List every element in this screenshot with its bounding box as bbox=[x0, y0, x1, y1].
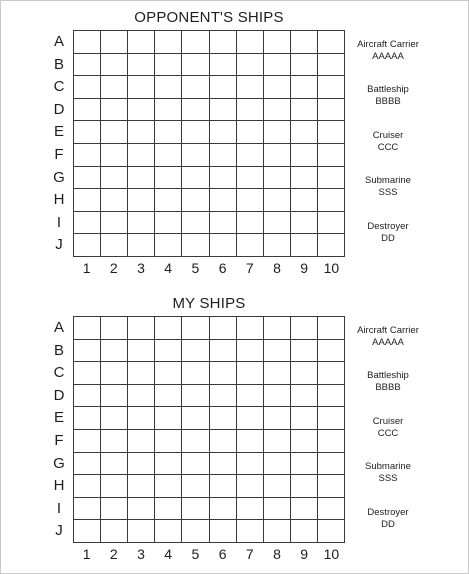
grid-cell-i7[interactable] bbox=[237, 212, 264, 235]
grid-cell-f2[interactable] bbox=[101, 430, 128, 453]
ship-name: Cruiser bbox=[372, 415, 404, 427]
ship-name: Destroyer bbox=[367, 220, 409, 232]
grid-cell-e6[interactable] bbox=[210, 121, 237, 144]
grid-cell-b3[interactable] bbox=[128, 54, 155, 77]
grid-cell-a4[interactable] bbox=[155, 317, 182, 340]
fleet-legend bbox=[348, 39, 428, 266]
grid-cell-f1[interactable] bbox=[74, 144, 101, 167]
row-label: G bbox=[53, 454, 65, 472]
grid-cell-b1[interactable] bbox=[74, 54, 101, 77]
grid-cell-f10[interactable] bbox=[318, 144, 345, 167]
grid-cell-b9[interactable] bbox=[291, 340, 318, 363]
grid-cell-g7[interactable] bbox=[237, 453, 264, 476]
column-label: 10 bbox=[323, 546, 340, 562]
grid-cell-e8[interactable] bbox=[264, 407, 291, 430]
grid-cell-h4[interactable] bbox=[155, 189, 182, 212]
grid-cell-h4[interactable] bbox=[155, 475, 182, 498]
column-label: 3 bbox=[137, 260, 145, 276]
grid-cell-e7[interactable] bbox=[237, 407, 264, 430]
grid-cell-f3[interactable] bbox=[128, 144, 155, 167]
column-label: 2 bbox=[109, 260, 118, 276]
column-label: 9 bbox=[300, 260, 309, 276]
grid-cell-i4[interactable] bbox=[155, 498, 182, 521]
opponent-grid bbox=[73, 30, 345, 257]
ship-code: CCC bbox=[377, 427, 399, 439]
grid-cell-c10[interactable] bbox=[318, 362, 345, 385]
ship-code: AAAAA bbox=[372, 51, 404, 62]
grid-cell-j8[interactable] bbox=[264, 234, 291, 257]
grid-cell-a9[interactable] bbox=[291, 31, 318, 54]
grid-cell-c8[interactable] bbox=[264, 76, 291, 99]
grid-cell-e6[interactable] bbox=[210, 407, 237, 430]
grid-cell-b10[interactable] bbox=[318, 340, 345, 363]
grid-cell-b6[interactable] bbox=[210, 340, 237, 363]
grid-cell-f6[interactable] bbox=[210, 144, 237, 167]
grid-cell-i5[interactable] bbox=[182, 212, 209, 235]
grid-cell-j2[interactable] bbox=[101, 234, 128, 257]
grid-cell-h3[interactable] bbox=[128, 475, 155, 498]
grid-cell-d4[interactable] bbox=[155, 99, 182, 122]
grid-cell-h2[interactable] bbox=[101, 189, 128, 212]
grid-cell-c4[interactable] bbox=[155, 362, 182, 385]
grid-cell-b8[interactable] bbox=[264, 54, 291, 77]
grid-cell-d1[interactable] bbox=[74, 385, 101, 408]
ship-code: DD bbox=[381, 232, 395, 244]
grid-cell-e5[interactable] bbox=[182, 407, 209, 430]
column-label: 4 bbox=[164, 260, 173, 276]
grid-cell-g2[interactable] bbox=[101, 167, 128, 190]
ship-name: Destroyer bbox=[367, 506, 409, 518]
grid-cell-c10[interactable] bbox=[318, 76, 345, 99]
grid-cell-e1[interactable] bbox=[74, 121, 101, 144]
grid-cell-e3[interactable] bbox=[128, 407, 155, 430]
fleet-item-battleship bbox=[348, 84, 428, 129]
row-label: C bbox=[53, 364, 65, 382]
grid-cell-d8[interactable] bbox=[264, 99, 291, 122]
row-labels bbox=[49, 317, 69, 543]
grid-cell-i8[interactable] bbox=[264, 498, 291, 521]
grid-cell-h9[interactable] bbox=[291, 475, 318, 498]
grid-cell-h10[interactable] bbox=[318, 189, 345, 212]
grid-cell-f8[interactable] bbox=[264, 144, 291, 167]
grid-cell-e2[interactable] bbox=[101, 407, 128, 430]
grid-cell-h1[interactable] bbox=[74, 475, 101, 498]
column-label: 1 bbox=[82, 546, 91, 562]
ship-name: Aircraft Carrier bbox=[357, 39, 419, 50]
row-label: D bbox=[53, 100, 65, 118]
ship-code: CCC bbox=[377, 141, 399, 153]
grid-cell-j4[interactable] bbox=[155, 520, 182, 543]
grid-cell-d3[interactable] bbox=[128, 99, 155, 122]
grid-cell-a7[interactable] bbox=[237, 31, 264, 54]
grid-cell-i6[interactable] bbox=[210, 498, 237, 521]
grid-cell-i3[interactable] bbox=[128, 212, 155, 235]
grid-cell-f3[interactable] bbox=[128, 430, 155, 453]
row-label: H bbox=[53, 477, 65, 495]
ship-code: BBBB bbox=[375, 96, 401, 108]
ship-code: SSS bbox=[378, 187, 398, 199]
row-label: B bbox=[53, 341, 64, 359]
grid-cell-h10[interactable] bbox=[318, 475, 345, 498]
grid-cell-g5[interactable] bbox=[182, 453, 209, 476]
grid-cell-a7[interactable] bbox=[237, 317, 264, 340]
grid-cell-f5[interactable] bbox=[182, 430, 209, 453]
grid-cell-g7[interactable] bbox=[237, 167, 264, 190]
row-label: H bbox=[53, 191, 65, 209]
ship-code: DD bbox=[381, 518, 395, 530]
grid-cell-d4[interactable] bbox=[155, 385, 182, 408]
row-label: G bbox=[53, 168, 65, 186]
grid-cell-i10[interactable] bbox=[318, 498, 345, 521]
board-title: MY SHIPS bbox=[172, 295, 246, 312]
grid-cell-d2[interactable] bbox=[101, 385, 128, 408]
grid-cell-a5[interactable] bbox=[182, 317, 209, 340]
grid-cell-b2[interactable] bbox=[101, 54, 128, 77]
grid-cell-j6[interactable] bbox=[210, 234, 237, 257]
grid-cell-c7[interactable] bbox=[237, 362, 264, 385]
grid-cell-a3[interactable] bbox=[128, 31, 155, 54]
grid-cell-c6[interactable] bbox=[210, 362, 237, 385]
grid-cell-g5[interactable] bbox=[182, 167, 209, 190]
grid-cell-d10[interactable] bbox=[318, 385, 345, 408]
grid-cell-j5[interactable] bbox=[182, 234, 209, 257]
row-label: F bbox=[54, 145, 64, 163]
row-label: D bbox=[53, 386, 65, 404]
grid-cell-f7[interactable] bbox=[237, 430, 264, 453]
grid-cell-e4[interactable] bbox=[155, 121, 182, 144]
grid-cell-j1[interactable] bbox=[74, 520, 101, 543]
grid-cell-g3[interactable] bbox=[128, 453, 155, 476]
fleet-item-cruiser bbox=[348, 416, 428, 461]
grid-cell-d3[interactable] bbox=[128, 385, 155, 408]
grid-cell-g4[interactable] bbox=[155, 167, 182, 190]
grid-cell-g6[interactable] bbox=[210, 453, 237, 476]
column-label: 9 bbox=[300, 546, 309, 562]
ship-name: Submarine bbox=[365, 461, 411, 473]
grid-cell-f2[interactable] bbox=[101, 144, 128, 167]
column-label: 10 bbox=[323, 260, 340, 276]
grid-cell-h1[interactable] bbox=[74, 189, 101, 212]
grid-cell-f1[interactable] bbox=[74, 430, 101, 453]
grid-cell-e1[interactable] bbox=[74, 407, 101, 430]
column-label: 3 bbox=[137, 546, 145, 562]
column-label: 6 bbox=[218, 546, 227, 562]
my-grid bbox=[73, 316, 345, 543]
grid-cell-d6[interactable] bbox=[210, 385, 237, 408]
grid-cell-b3[interactable] bbox=[128, 340, 155, 363]
grid-cell-c1[interactable] bbox=[74, 362, 101, 385]
grid-cell-e3[interactable] bbox=[128, 121, 155, 144]
column-label: 4 bbox=[164, 546, 173, 562]
row-label: I bbox=[56, 499, 62, 517]
grid-cell-e9[interactable] bbox=[291, 121, 318, 144]
grid-cell-a6[interactable] bbox=[210, 317, 237, 340]
grid-cell-d10[interactable] bbox=[318, 99, 345, 122]
grid-cell-c3[interactable] bbox=[128, 362, 155, 385]
row-label: E bbox=[53, 123, 64, 141]
grid-cell-e8[interactable] bbox=[264, 121, 291, 144]
grid-cell-a6[interactable] bbox=[210, 31, 237, 54]
grid-cell-e7[interactable] bbox=[237, 121, 264, 144]
grid-cell-f5[interactable] bbox=[182, 144, 209, 167]
fleet-item-aircraft-carrier bbox=[348, 325, 428, 370]
grid-cell-j7[interactable] bbox=[237, 520, 264, 543]
ship-name: Cruiser bbox=[372, 129, 404, 141]
grid-cell-i2[interactable] bbox=[101, 212, 128, 235]
grid-cell-i3[interactable] bbox=[128, 498, 155, 521]
board-title: OPPONENT'S SHIPS bbox=[134, 9, 284, 26]
grid-cell-g9[interactable] bbox=[291, 453, 318, 476]
grid-cell-i6[interactable] bbox=[210, 212, 237, 235]
fleet-item-submarine bbox=[348, 461, 428, 506]
grid-cell-j3[interactable] bbox=[128, 520, 155, 543]
grid-cell-d6[interactable] bbox=[210, 99, 237, 122]
grid-cell-c1[interactable] bbox=[74, 76, 101, 99]
grid-cell-c5[interactable] bbox=[182, 362, 209, 385]
grid-cell-d2[interactable] bbox=[101, 99, 128, 122]
row-label: A bbox=[53, 33, 64, 50]
grid-cell-i9[interactable] bbox=[291, 498, 318, 521]
ship-code: SSS bbox=[378, 473, 398, 485]
grid-cell-b8[interactable] bbox=[264, 340, 291, 363]
grid-cell-a4[interactable] bbox=[155, 31, 182, 54]
grid-cell-h5[interactable] bbox=[182, 475, 209, 498]
grid-cell-h6[interactable] bbox=[210, 189, 237, 212]
grid-cell-a1[interactable] bbox=[74, 317, 101, 340]
grid-cell-a3[interactable] bbox=[128, 317, 155, 340]
grid-cell-i4[interactable] bbox=[155, 212, 182, 235]
grid-cell-a10[interactable] bbox=[318, 31, 345, 54]
grid-cell-c8[interactable] bbox=[264, 362, 291, 385]
grid-cell-e10[interactable] bbox=[318, 121, 345, 144]
column-label: 7 bbox=[245, 546, 254, 562]
grid-cell-b4[interactable] bbox=[155, 54, 182, 77]
grid-cell-f4[interactable] bbox=[155, 430, 182, 453]
grid-cell-d5[interactable] bbox=[182, 99, 209, 122]
grid-cell-g8[interactable] bbox=[264, 167, 291, 190]
fleet-legend bbox=[348, 325, 428, 552]
grid-cell-j10[interactable] bbox=[318, 520, 345, 543]
grid-cell-b2[interactable] bbox=[101, 340, 128, 363]
grid-cell-j5[interactable] bbox=[182, 520, 209, 543]
grid-cell-b9[interactable] bbox=[291, 54, 318, 77]
grid-cell-c9[interactable] bbox=[291, 76, 318, 99]
grid-cell-a1[interactable] bbox=[74, 31, 101, 54]
ship-name: Submarine bbox=[365, 175, 411, 187]
grid-cell-j1[interactable] bbox=[74, 234, 101, 257]
grid-cell-j9[interactable] bbox=[291, 234, 318, 257]
grid-cell-g1[interactable] bbox=[74, 453, 101, 476]
grid-cell-i10[interactable] bbox=[318, 212, 345, 235]
column-label: 5 bbox=[191, 546, 200, 562]
grid-cell-d8[interactable] bbox=[264, 385, 291, 408]
grid-cell-g10[interactable] bbox=[318, 453, 345, 476]
column-labels bbox=[73, 260, 345, 276]
grid-cell-h7[interactable] bbox=[237, 189, 264, 212]
grid-cell-f9[interactable] bbox=[291, 430, 318, 453]
grid-cell-c7[interactable] bbox=[237, 76, 264, 99]
grid-cell-d7[interactable] bbox=[237, 385, 264, 408]
grid-cell-i2[interactable] bbox=[101, 498, 128, 521]
grid-cell-b5[interactable] bbox=[182, 54, 209, 77]
grid-cell-g2[interactable] bbox=[101, 453, 128, 476]
grid-cell-f8[interactable] bbox=[264, 430, 291, 453]
grid-cell-b7[interactable] bbox=[237, 340, 264, 363]
column-label: 8 bbox=[273, 546, 281, 562]
fleet-item-submarine bbox=[348, 175, 428, 220]
grid-cell-e10[interactable] bbox=[318, 407, 345, 430]
grid-cell-e4[interactable] bbox=[155, 407, 182, 430]
grid-cell-b10[interactable] bbox=[318, 54, 345, 77]
column-label: 5 bbox=[191, 260, 200, 276]
row-label: J bbox=[55, 522, 63, 540]
grid-cell-g8[interactable] bbox=[264, 453, 291, 476]
grid-cell-j6[interactable] bbox=[210, 520, 237, 543]
grid-cell-i9[interactable] bbox=[291, 212, 318, 235]
grid-cell-c2[interactable] bbox=[101, 362, 128, 385]
row-label: A bbox=[53, 319, 64, 336]
grid-cell-g9[interactable] bbox=[291, 167, 318, 190]
grid-cell-i5[interactable] bbox=[182, 498, 209, 521]
grid-cell-h7[interactable] bbox=[237, 475, 264, 498]
grid-cell-b7[interactable] bbox=[237, 54, 264, 77]
grid-cell-g4[interactable] bbox=[155, 453, 182, 476]
fleet-item-cruiser bbox=[348, 130, 428, 175]
grid-cell-f10[interactable] bbox=[318, 430, 345, 453]
grid-cell-c6[interactable] bbox=[210, 76, 237, 99]
grid-cell-i1[interactable] bbox=[74, 498, 101, 521]
grid-cell-b4[interactable] bbox=[155, 340, 182, 363]
grid-cell-f4[interactable] bbox=[155, 144, 182, 167]
grid-cell-e5[interactable] bbox=[182, 121, 209, 144]
grid-cell-j2[interactable] bbox=[101, 520, 128, 543]
grid-cell-a2[interactable] bbox=[101, 31, 128, 54]
column-labels bbox=[73, 546, 345, 562]
grid-cell-e9[interactable] bbox=[291, 407, 318, 430]
ship-code: AAAAA bbox=[372, 337, 404, 348]
fleet-item-aircraft-carrier bbox=[348, 39, 428, 84]
grid-cell-h9[interactable] bbox=[291, 189, 318, 212]
grid-cell-f6[interactable] bbox=[210, 430, 237, 453]
grid-cell-i7[interactable] bbox=[237, 498, 264, 521]
grid-cell-b6[interactable] bbox=[210, 54, 237, 77]
row-label: F bbox=[54, 431, 64, 449]
grid-cell-g10[interactable] bbox=[318, 167, 345, 190]
grid-cell-i8[interactable] bbox=[264, 212, 291, 235]
grid-cell-c5[interactable] bbox=[182, 76, 209, 99]
grid-cell-j4[interactable] bbox=[155, 234, 182, 257]
grid-cell-d5[interactable] bbox=[182, 385, 209, 408]
grid-cell-h6[interactable] bbox=[210, 475, 237, 498]
grid-cell-g3[interactable] bbox=[128, 167, 155, 190]
grid-cell-d7[interactable] bbox=[237, 99, 264, 122]
row-label: B bbox=[53, 55, 64, 73]
column-label: 6 bbox=[218, 260, 227, 276]
column-label: 2 bbox=[109, 546, 118, 562]
grid-cell-g1[interactable] bbox=[74, 167, 101, 190]
column-label: 8 bbox=[273, 260, 281, 276]
grid-cell-i1[interactable] bbox=[74, 212, 101, 235]
grid-cell-a8[interactable] bbox=[264, 31, 291, 54]
grid-cell-d9[interactable] bbox=[291, 385, 318, 408]
grid-cell-j8[interactable] bbox=[264, 520, 291, 543]
grid-cell-a8[interactable] bbox=[264, 317, 291, 340]
grid-cell-h8[interactable] bbox=[264, 475, 291, 498]
grid-cell-a2[interactable] bbox=[101, 317, 128, 340]
fleet-item-battleship bbox=[348, 370, 428, 415]
grid-cell-b1[interactable] bbox=[74, 340, 101, 363]
grid-cell-h8[interactable] bbox=[264, 189, 291, 212]
grid-cell-c9[interactable] bbox=[291, 362, 318, 385]
grid-cell-a10[interactable] bbox=[318, 317, 345, 340]
fleet-item-destroyer bbox=[348, 221, 428, 266]
grid-cell-e2[interactable] bbox=[101, 121, 128, 144]
grid-cell-c2[interactable] bbox=[101, 76, 128, 99]
grid-cell-a5[interactable] bbox=[182, 31, 209, 54]
column-label: 7 bbox=[245, 260, 254, 276]
row-labels bbox=[49, 31, 69, 257]
row-label: C bbox=[53, 78, 65, 96]
ship-name: Battleship bbox=[367, 84, 409, 96]
grid-cell-d9[interactable] bbox=[291, 99, 318, 122]
grid-cell-c3[interactable] bbox=[128, 76, 155, 99]
row-label: I bbox=[56, 213, 62, 231]
grid-cell-b5[interactable] bbox=[182, 340, 209, 363]
grid-cell-h2[interactable] bbox=[101, 475, 128, 498]
grid-cell-j9[interactable] bbox=[291, 520, 318, 543]
grid-cell-j10[interactable] bbox=[318, 234, 345, 257]
grid-cell-f9[interactable] bbox=[291, 144, 318, 167]
grid-cell-j3[interactable] bbox=[128, 234, 155, 257]
grid-cell-h5[interactable] bbox=[182, 189, 209, 212]
ship-code: BBBB bbox=[375, 382, 401, 394]
row-label: J bbox=[55, 236, 63, 254]
grid-cell-d1[interactable] bbox=[74, 99, 101, 122]
grid-cell-a9[interactable] bbox=[291, 317, 318, 340]
row-label: E bbox=[53, 409, 64, 427]
ship-name: Battleship bbox=[367, 370, 409, 382]
column-label: 1 bbox=[82, 260, 91, 276]
ship-name: Aircraft Carrier bbox=[357, 325, 419, 336]
grid-cell-f7[interactable] bbox=[237, 144, 264, 167]
grid-cell-c4[interactable] bbox=[155, 76, 182, 99]
grid-cell-h3[interactable] bbox=[128, 189, 155, 212]
grid-cell-g6[interactable] bbox=[210, 167, 237, 190]
fleet-item-destroyer bbox=[348, 507, 428, 552]
grid-cell-j7[interactable] bbox=[237, 234, 264, 257]
